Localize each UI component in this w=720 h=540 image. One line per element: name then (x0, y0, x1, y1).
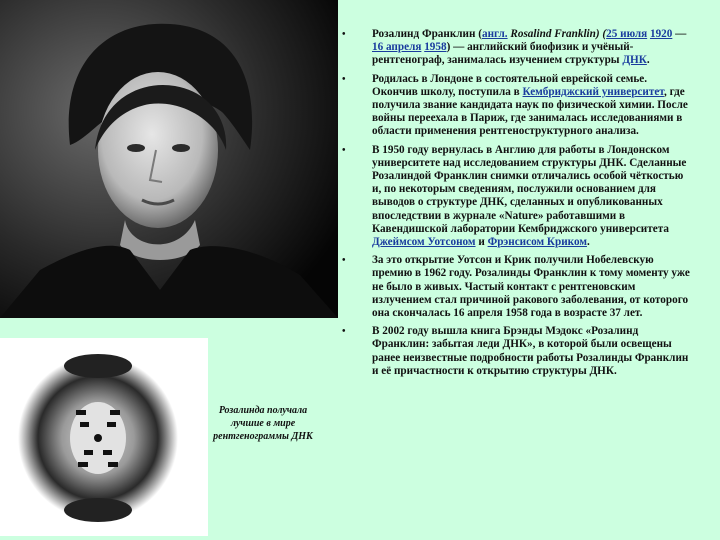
dna-xray-photo (0, 338, 208, 536)
link-dna[interactable]: ДНК (622, 54, 647, 67)
list-item: • Розалинд Франклин (англ. Rosalind Franklin) (25 июля 1920 — 16 апреля 1958) — английский биофизик и учёный-рентгенограф, занималась изучением структуры ДНК. (342, 28, 687, 67)
link-death-date[interactable]: 16 апреля (372, 41, 422, 54)
caption-line: лучшие в мире (230, 418, 296, 429)
link-english[interactable]: англ. (481, 28, 508, 40)
link-birth-year[interactable]: 1920 (649, 28, 673, 40)
list-item: • За это открытие Уотсон и Крик получили Нобелевскую премию в 1962 году. Розалинды Франклин к тому моменту уже не было в живых. Частый контакт с рентгеновским излучением стал причиной ракового заболевания, от которого она скончалась 16 апреля 1958 года в возрасте 37 лет. (342, 254, 690, 320)
bullet: • (342, 326, 346, 338)
link-crick[interactable]: Фрэнсисом Криком (487, 236, 587, 249)
photo-caption (196, 404, 330, 443)
caption-line: рентгенограммы ДНК (213, 431, 313, 442)
list-item: • В 2002 году вышла книга Брэнды Мэдокс «Розалинд Франклин: забытая леди ДНК», в которой были освещены ранее неизвестные подробности работы Розалинды Франклин и её причастности к открытию структуры ДНК. (342, 325, 689, 377)
bullet: • (342, 73, 346, 85)
link-cambridge[interactable]: Кембриджский университет (522, 85, 664, 98)
list-item: • Родилась в Лондоне в состоятельной еврейской семье. Окончив школу, поступила в Кембриджский университет, где получила звание кандидата наук по физической химии. После войны переехала в Париж, где занималась исследованиями в области применения рентгеноструктурного анализа. (342, 72, 688, 138)
biography-text (340, 28, 690, 378)
link-birth-date[interactable]: 25 июля (606, 28, 648, 40)
portrait-photo (0, 0, 338, 318)
bullet: • (342, 255, 346, 267)
link-death-year[interactable]: 1958 (424, 41, 447, 54)
bullet: • (342, 29, 346, 40)
link-watson[interactable]: Джеймсом Уотсоном (372, 236, 476, 249)
bullet: • (342, 144, 346, 156)
list-item: • В 1950 году вернулась в Англию для работы в Лондонском университете над исследованием структуры ДНК. Сделанные Розалиндой Франклин снимки отличались особой чёткостью и, по некоторым сведениям, послужили основанием для выводов о структуре ДНК, сделанных и опубликованных впоследствии в журнале «Nature» работавшими в Кавендишской лаборатории Кембриджского университета Джеймсом Уотсоном и Фрэнсисом Криком. (342, 143, 687, 249)
caption-line: Розалинда получала (218, 405, 308, 416)
facts-list (340, 28, 690, 378)
